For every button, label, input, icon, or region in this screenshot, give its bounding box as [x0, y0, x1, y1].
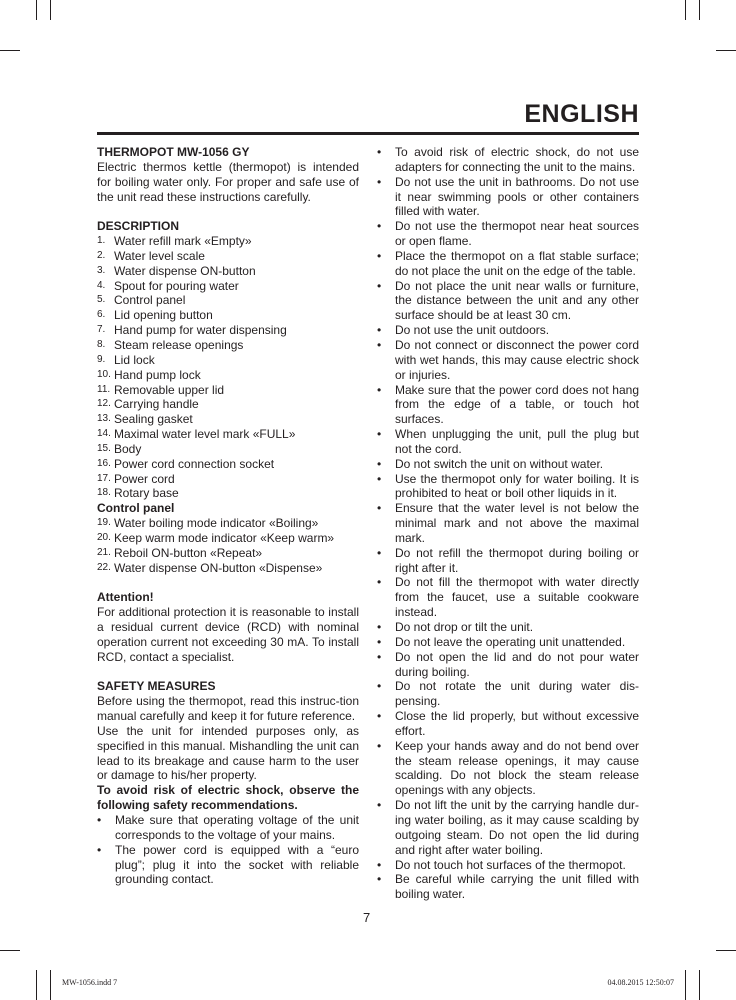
item-number: 10.: [97, 368, 111, 380]
item-text: Removable upper lid: [114, 382, 225, 397]
bullet-item: [97, 813, 359, 843]
bullet-text: Do not rotate the unit during water dis-pensing.: [395, 679, 639, 709]
item-number: 20.: [97, 531, 111, 543]
item-number: 15.: [97, 442, 111, 454]
bullet-text: Do not use the unit outdoors.: [395, 323, 550, 338]
item-number: 17.: [97, 472, 111, 484]
item-text: Water dispense ON-button «Dispense»: [114, 560, 323, 575]
item-text: Lid lock: [114, 352, 155, 367]
bullet-icon: •: [377, 382, 382, 397]
list-item: [97, 264, 359, 279]
item-number: 12.: [97, 398, 111, 410]
bullet-item: [377, 858, 639, 873]
list-item: [97, 308, 359, 323]
bullet-item: [377, 546, 639, 576]
bullet-icon: •: [377, 456, 382, 471]
item-number: 22.: [97, 561, 111, 573]
product-title: THERMOPOT MW-1056 GY: [97, 145, 250, 159]
item-number: 19.: [97, 517, 111, 529]
header-rule: [97, 132, 639, 135]
right-column: [377, 145, 639, 902]
bullet-icon: •: [377, 248, 382, 263]
item-text: Water dispense ON-button: [114, 263, 256, 278]
crop-mark: [699, 970, 700, 1000]
list-item: [97, 279, 359, 294]
list-item: [97, 338, 359, 353]
item-text: Reboil ON-button «Repeat»: [114, 545, 263, 560]
attention-heading: Attention!: [97, 590, 154, 605]
safety-paragraph-2: Use the unit for intended purposes only, as specified in this manual. Mishandling the unit can lead to its breakage and cause harm to the user or damage to his/her property.: [97, 723, 359, 783]
item-number: 16.: [97, 457, 111, 469]
bullet-text: Keep your hands away and do not bend over the steam release openings, it may cause scalding. Do not block the steam release openings with any objects.: [395, 738, 639, 798]
item-text: Carrying handle: [114, 397, 199, 412]
bullet-item: [377, 679, 639, 709]
item-text: Steam release openings: [114, 337, 244, 352]
item-text: Water level scale: [114, 248, 205, 263]
bullet-text: Place the thermopot on a flat stable surface; do not place the unit on the edge of the table.: [395, 248, 639, 278]
bullet-item: [377, 175, 639, 220]
bullet-text: Ensure that the water level is not below the minimal mark and not above the maximal mark.: [395, 501, 639, 545]
crop-mark: [36, 0, 37, 20]
item-number: 5.: [97, 294, 106, 306]
crop-mark: [716, 950, 736, 951]
bullet-icon: •: [377, 872, 382, 887]
list-item: [97, 561, 359, 576]
list-item: [97, 531, 359, 546]
item-text: Control panel: [114, 293, 186, 308]
bullet-icon: •: [377, 145, 382, 159]
item-text: Power cord connection socket: [114, 456, 275, 471]
list-item: [97, 368, 359, 383]
attention-paragraph: For additional protection it is reasonable to install a residual current device (RCD) with nominal operation current not exceeding 30 mA. To install RCD, contact a specialist.: [97, 605, 359, 664]
control-panel-list: [97, 516, 359, 575]
left-bullet-list: [97, 813, 359, 887]
control-panel-heading: Control panel: [97, 501, 175, 516]
bullet-text: Do not drop or tilt the unit.: [395, 620, 534, 634]
crop-mark: [0, 950, 20, 951]
bullet-text: Do not fill the thermopot with water directly from the faucet, use a suitable cookware instead.: [395, 575, 639, 620]
list-item: [97, 427, 359, 442]
item-number: 9.: [97, 353, 106, 365]
bullet-text: Do not use the unit in bathrooms. Do not use it near swimming pools or other containers filled with water.: [395, 174, 639, 219]
bullet-icon: •: [377, 798, 382, 813]
bullet-icon: •: [377, 634, 382, 649]
item-text: Water refill mark «Empty»: [114, 234, 252, 249]
item-text: Body: [114, 441, 142, 456]
bullet-icon: •: [377, 174, 382, 189]
bullet-text: Do not refill the thermopot during boiling or right after it.: [395, 545, 639, 575]
crop-mark: [0, 50, 20, 51]
item-number: 14.: [97, 428, 111, 440]
item-number: 21.: [97, 546, 111, 558]
bullet-icon: •: [377, 649, 382, 664]
crop-mark: [50, 0, 51, 20]
bullet-text: Be careful while carrying the unit filled with boiling water.: [395, 872, 639, 902]
bullet-item: [377, 709, 639, 739]
bullet-text: Make sure that operating voltage of the unit corresponds to the voltage of your mains.: [115, 812, 359, 842]
bullet-text: Make sure that the power cord does not hang from the edge of a table, or touch hot surfaces.: [395, 382, 639, 427]
bullet-icon: •: [377, 471, 382, 486]
item-number: 8.: [97, 338, 106, 350]
crop-mark: [685, 970, 686, 1000]
left-column: [97, 145, 359, 887]
bullet-item: [377, 383, 639, 428]
bullet-item: [377, 501, 639, 546]
bullet-icon: •: [377, 337, 382, 352]
bullet-item: [377, 635, 639, 650]
right-bullet-list: [377, 145, 639, 902]
bullet-text: To avoid risk of electric shock, do not use adapters for connecting the unit to the mains.: [395, 145, 639, 174]
bullet-item: [97, 843, 359, 888]
bullet-item: [377, 279, 639, 324]
bullet-icon: •: [377, 575, 382, 590]
bullet-item: [377, 872, 639, 902]
item-text: Lid opening button: [114, 308, 213, 323]
item-text: Maximal water level mark «FULL»: [114, 427, 296, 442]
bullet-item: [377, 145, 639, 175]
list-item: [97, 516, 359, 531]
item-text: Power cord: [114, 471, 175, 486]
item-text: Hand pump for water dispensing: [114, 323, 287, 338]
bullet-item: [377, 798, 639, 857]
bullet-icon: •: [97, 842, 102, 857]
list-item: [97, 472, 359, 487]
item-number: 3.: [97, 264, 106, 276]
item-number: 13.: [97, 413, 111, 425]
item-number: 2.: [97, 249, 106, 261]
description-list: [97, 234, 359, 501]
bullet-icon: •: [97, 812, 102, 827]
item-number: 7.: [97, 324, 106, 336]
list-item: [97, 457, 359, 472]
crop-mark: [716, 50, 736, 51]
bullet-text: Do not use the thermopot near heat sources or open flame.: [395, 219, 639, 249]
item-text: Keep warm mode indicator «Keep warm»: [114, 530, 335, 545]
list-item: [97, 323, 359, 338]
bullet-text: Do not open the lid and do not pour water during boiling.: [395, 649, 639, 679]
list-item: [97, 486, 359, 501]
bullet-item: [377, 620, 639, 635]
list-item: [97, 293, 359, 308]
list-item: [97, 442, 359, 457]
bullet-text: When unplugging the unit, pull the plug but not the cord.: [395, 427, 639, 456]
bullet-text: Do not connect or disconnect the power cord with wet hands, this may cause electric shock or injuries.: [395, 337, 639, 382]
item-number: 11.: [97, 383, 111, 395]
date-slug: 04.08.2015 12:50:07: [607, 978, 674, 987]
item-text: Rotary base: [114, 486, 179, 501]
bullet-item: [377, 323, 639, 338]
bullet-item: [377, 219, 639, 249]
bullet-icon: •: [377, 323, 382, 338]
language-heading: ENGLISH: [524, 100, 639, 128]
bullet-icon: •: [377, 857, 382, 872]
crop-mark: [50, 970, 51, 1000]
item-number: 1.: [97, 235, 106, 247]
list-item: [97, 353, 359, 368]
bullet-item: [377, 472, 639, 502]
crop-mark: [36, 970, 37, 1000]
bullet-item: [377, 427, 639, 457]
bullet-icon: •: [377, 679, 382, 694]
item-text: Spout for pouring water: [114, 278, 239, 293]
item-text: Sealing gasket: [114, 412, 193, 427]
item-text: Water boiling mode indicator «Boiling»: [114, 516, 319, 531]
list-item: [97, 234, 359, 249]
bullet-text: Do not place the unit near walls or furniture, the distance between the unit and any other surface should be at least 30 cm.: [395, 278, 639, 323]
bullet-icon: •: [377, 709, 382, 724]
bullet-text: Do not switch the unit on without water.: [395, 456, 604, 471]
crop-mark: [685, 0, 686, 20]
list-item: [97, 412, 359, 427]
safety-heading: SAFETY MEASURES: [97, 679, 216, 694]
bullet-icon: •: [377, 501, 382, 516]
bullet-text: The power cord is equipped with a “euro plug”; plug it into the socket with reliable grounding contact.: [115, 842, 359, 887]
list-item: [97, 546, 359, 561]
bullet-text: Do not leave the operating unit unattended.: [395, 634, 626, 649]
bullet-item: [377, 338, 639, 383]
page-number: 7: [363, 910, 371, 925]
list-item: [97, 383, 359, 398]
bullet-icon: •: [377, 545, 382, 560]
bullet-icon: •: [377, 427, 382, 442]
list-item: [97, 249, 359, 264]
safety-paragraph-1: Before using the thermopot, read this instruc-tion manual carefully and keep it for future reference.: [97, 694, 359, 724]
bullet-text: Do not lift the unit by the carrying handle dur-ing water boiling, as it may cause scalding by outgoing steam. Do not open the lid during and right after water boiling.: [395, 798, 639, 857]
bullet-item: [377, 739, 639, 798]
bullet-icon: •: [377, 278, 382, 293]
intro-paragraph: Electric thermos kettle (thermopot) is intended for boiling water only. For proper and safe use of the unit read these instructions carefully.: [97, 159, 359, 204]
bullet-icon: •: [377, 738, 382, 753]
item-number: 4.: [97, 279, 106, 291]
item-text: Hand pump lock: [114, 367, 201, 382]
bullet-item: [377, 249, 639, 279]
bullet-icon: •: [377, 620, 382, 634]
item-number: 6.: [97, 309, 106, 321]
electric-shock-heading: To avoid risk of electric shock, observe the following safety recommendations.: [97, 783, 359, 813]
crop-mark: [699, 0, 700, 20]
bullet-text: Do not touch hot surfaces of the thermopot.: [395, 857, 626, 872]
bullet-item: [377, 650, 639, 680]
bullet-icon: •: [377, 219, 382, 234]
bullet-item: [377, 457, 639, 472]
list-item: [97, 397, 359, 412]
item-number: 18.: [97, 487, 111, 499]
bullet-item: [377, 575, 639, 620]
bullet-text: Close the lid properly, but without excessive effort.: [395, 709, 639, 738]
description-heading: DESCRIPTION: [97, 219, 180, 234]
file-slug: MW-1056.indd 7: [62, 978, 118, 987]
bullet-text: Use the thermopot only for water boiling. It is prohibited to heat or boil other liquids in it.: [395, 471, 639, 501]
